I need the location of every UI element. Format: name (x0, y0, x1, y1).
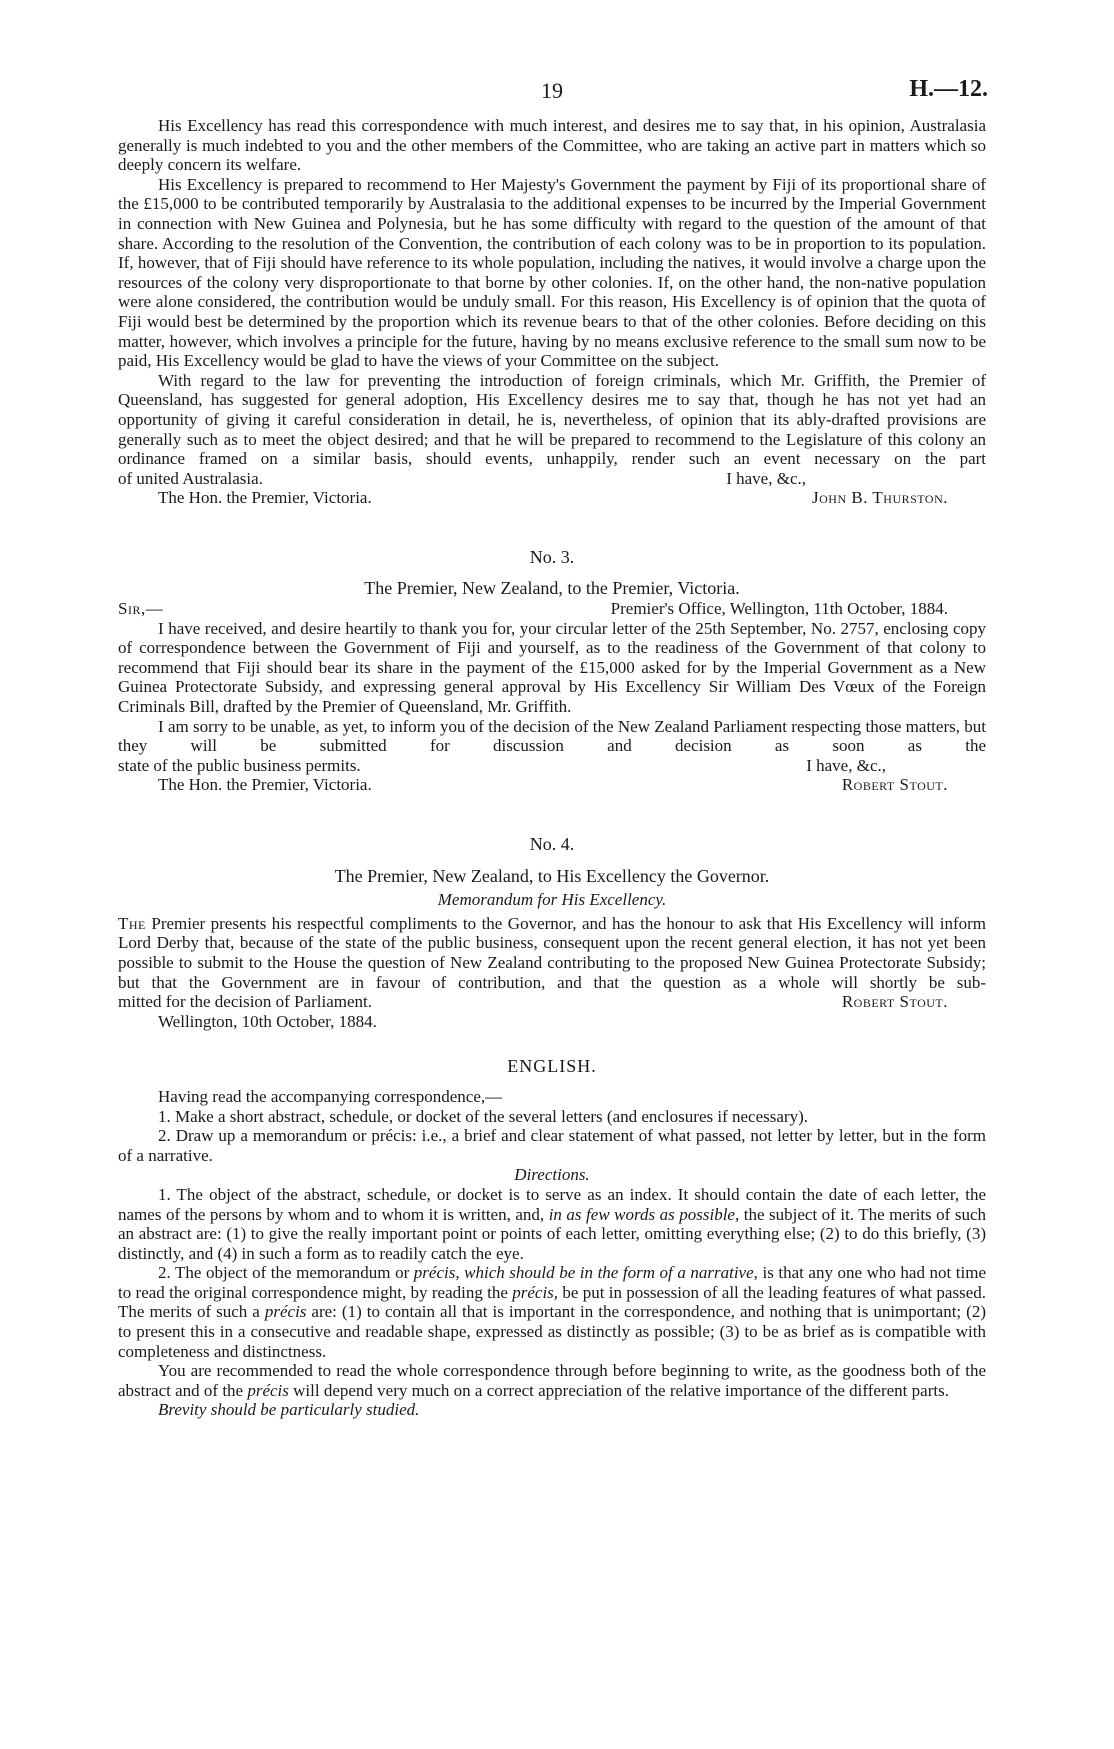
directions-heading: Directions. (514, 1165, 590, 1185)
emphasis: in as few words as possible, (548, 1204, 740, 1224)
letter-title: The Premier, New Zealand, to His Excellency the Governor. (334, 865, 770, 886)
emphasis: précis, (512, 1282, 559, 1302)
paragraph: His Excellency is prepared to recommend to Her Majesty's Government the payment by Fiji of its proportional share of the £15,000 to be contributed temporarily by Australasia to the additional expenses to be incurred by the Imperial Government in connection with New Guinea and Polynesia, but he has some difficulty with regard to the question of the amount of that share. According to the resolution of the Convention, the contribution of each colony was to be in proportion to its population. If, however, that of Fiji should have reference to its whole population, including the natives, it would involve a charge upon the resources of the colony very disproportionate to that borne by other colonies. If, on the other hand, the non-native population were alone considered, the contribution would be unduly small. For this reason, His Excellency is of opinion that the quota of Fiji would best be determined by the proportion which its revenue bears to that of the other colonies. Before deciding on this matter, however, which involves a principle for the future, having by no means exclusive reference to the small sum now to be paid, His Excellency would be glad to have the views of your Committee on the subject. (118, 174, 986, 371)
english-exercise (118, 1057, 986, 1420)
memo-subtitle-text: Memorandum for His Excellency. (437, 890, 667, 910)
paragraph-end: of united Australasia. (118, 468, 263, 488)
text: is that any one who had not time to read the original correspondence might, by reading the (118, 1263, 987, 1302)
letter-title: The Premier, New Zealand, to the Premier, Victoria. (364, 578, 740, 599)
document-page (118, 70, 986, 1420)
emphasis: précis, which should be in the form of a narrative, (413, 1263, 758, 1283)
intro: Having read the accompanying correspondence,— (158, 1086, 503, 1106)
text: are: (1) to contain all that is important in the correspondence, and nothing that is unimportant; (2) to present this in a consecutive and readable shape, expressed as distinctly as possible; (3) to be as brief as is compatible with completeness and distinctness. (118, 1302, 986, 1361)
paragraph-end: state of the public business permits. (118, 755, 361, 775)
addressee: The Hon. the Premier, Victoria. (158, 775, 372, 795)
page-number: 19 (541, 78, 563, 103)
closing-line (118, 992, 986, 1012)
salutation: Sir,— (118, 599, 164, 619)
paragraph: I am sorry to be unable, as yet, to inform you of the decision of the New Zealand Parliament respecting those matters, but they will be submitted for discussion and decision as soon as the (118, 716, 986, 756)
letter-no-3 (118, 548, 986, 795)
addressee: The Hon. the Premier, Victoria. (158, 488, 372, 508)
dateline (118, 1012, 986, 1032)
memo-subtitle (118, 890, 986, 910)
letter-no-4 (118, 835, 986, 1031)
emphasis: précis (247, 1380, 289, 1400)
section-heading: ENGLISH. (507, 1056, 597, 1077)
memo-text: Premier presents his respectful compliments to the Governor, and has the honour to ask that His Excellency will inform Lord Derby that, because of the state of the public business, consequent upon the recent general election, it has not yet been possible to submit to the House the question of New Zealand contributing to the proposed New Guinea Protectorate Subsidy; but that the Government are in favour of contribution, and that the question as a whole will shortly be sub- (118, 913, 987, 992)
emphasis: précis (264, 1302, 307, 1322)
addressee-line (118, 488, 986, 508)
signature: Robert Stout. (841, 775, 948, 795)
emphasis: Brevity should be particularly studied. (158, 1400, 420, 1420)
place-date: Premier's Office, Wellington, 11th October, 1884. (610, 599, 948, 619)
task-2: 2. Draw up a memorandum or précis: i.e., a brief and clear statement of what passed, not letter by letter, but in the form of a narrative. (118, 1126, 986, 1165)
direction-1 (118, 1185, 986, 1263)
paragraph-end: mitted for the decision of Parliament. (118, 992, 372, 1012)
direction-2 (118, 1263, 986, 1361)
closing: I have, &c., (726, 468, 806, 488)
salutation-line (118, 599, 986, 619)
letter-thurston (118, 116, 986, 508)
text: 2. The object of the memorandum or (158, 1263, 410, 1283)
paragraph: I have received, and desire heartily to thank you for, your circular letter of the 25th September, No. 2757, enclosing copy of correspondence between the Government of Fiji and yourself, as to the readiness of the Government of that colony to recommend that Fiji should bear its share in the payment of the £15,000 asked for by the Imperial Government as a New Guinea Protectorate Subsidy, and expressing general approval by His Excellency Sir William Des Vœux of the Foreign Criminals Bill, drafted by the Premier of Queensland, Mr. Griffith. (118, 618, 986, 717)
text: the subject of it. The merits of such an abstract are: (1) to give the really important point or points of each letter, omitting everything else; (2) to do this briefly, (3) distinctly, and (4) in such a form as to readily catch the eye. (118, 1204, 987, 1263)
closing-line (118, 756, 986, 776)
text: will depend very much on a correct appreciation of the relative importance of the different parts. (293, 1380, 949, 1400)
advice (118, 1361, 986, 1400)
document-number: No. 3. (529, 546, 575, 567)
page-header (118, 70, 986, 104)
addressee-line (118, 775, 986, 795)
document-number: No. 4. (529, 834, 575, 854)
text: You are recommended to read the whole correspondence through before beginning to write, as the goodness both of the abstract and of the (118, 1361, 986, 1400)
paragraph: With regard to the law for preventing the introduction of foreign criminals, which Mr. Griffith, the Premier of Queensland, has suggested for general adoption, His Excellency desires me to say that, though he has not yet had an opportunity of giving it careful consideration in detail, he is, nevertheless, of opinion that its ably-drafted provisions are generally such as to meet the object desired; and that he will be prepared to recommend to the Legislature of this colony an ordinance framed on a similar basis, should events, unhappily, render such an event necessary on the part (118, 370, 986, 469)
paragraph (118, 914, 986, 992)
text: 1. The object of the abstract, schedule, or docket is to serve as an index. It should contain the date of each letter, the names of the persons by whom and to whom it is written, and, (118, 1184, 986, 1224)
paragraph: His Excellency has read this correspondence with much interest, and desires me to say that, in his opinion, Australasia generally is much indebted to you and the other members of the Committee, who are taking an active part in matters which so deeply concern its welfare. (118, 116, 986, 175)
dateline-text: Wellington, 10th October, 1884. (158, 1011, 377, 1031)
closing: I have, &c., (806, 755, 886, 775)
brevity-note (118, 1400, 986, 1420)
text: be put in possession of all the leading features of what passed. The merits of such a (118, 1282, 986, 1322)
signature: John B. Thurston. (812, 488, 948, 508)
first-word: The (118, 913, 146, 933)
closing-line (118, 469, 986, 489)
signature: Robert Stout. (841, 992, 948, 1012)
task-1: 1. Make a short abstract, schedule, or docket of the several letters (and enclosures if necessary). (158, 1106, 808, 1126)
document-reference: H.—12. (909, 76, 988, 102)
